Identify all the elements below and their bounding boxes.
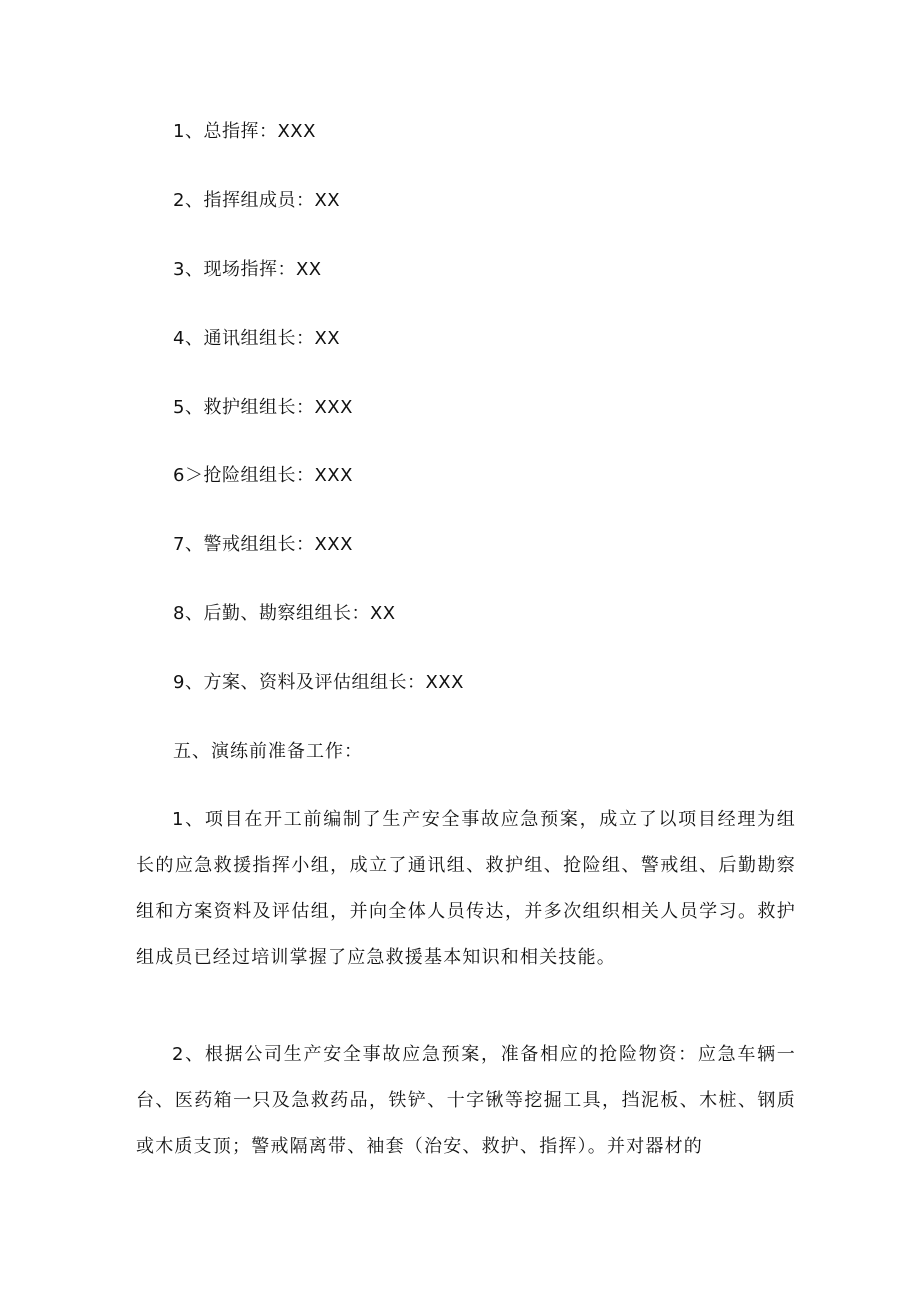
- staff-item-rescue-leader: 5、救护组组长：XXX: [173, 397, 353, 418]
- staff-item-emergency-leader: 6＞抢险组组长：XXX: [173, 465, 353, 486]
- staff-item-planning-leader: 9、方案、资料及评估组组长：XXX: [173, 672, 464, 693]
- staff-item-security-leader: 7、警戒组组长：XXX: [173, 534, 353, 555]
- staff-item-site-commander: 3、现场指挥：XX: [173, 259, 322, 280]
- staff-item-commander: 1、总指挥：XXX: [173, 121, 316, 142]
- staff-item-logistics-leader: 8、后勤、勘察组组长：XX: [173, 603, 396, 624]
- staff-item-command-group: 2、指挥组成员：XX: [173, 190, 341, 211]
- staff-item-communication-leader: 4、通讯组组长：XX: [173, 328, 341, 349]
- paragraph-preparation-2: 2、根据公司生产安全事故应急预案，准备相应的抢险物资：应急车辆一台、医药箱一只及急救药品，铁铲、十字锹等挖掘工具，挡泥板、木桩、钢质或木质支顶；警戒隔离带、袖套（治安、救护、指挥）。并对器材的: [136, 1044, 796, 1157]
- section-heading: 五、演练前准备工作：: [173, 741, 363, 762]
- paragraph-preparation-1: 1、项目在开工前编制了生产安全事故应急预案，成立了以项目经理为组长的应急救援指挥小组，成立了通讯组、救护组、抢险组、警戒组、后勤勘察组和方案资料及评估组，并向全体人员传达，并多次组织相关人员学习。救护组成员已经过培训掌握了应急救援基本知识和相关技能。: [136, 809, 796, 968]
